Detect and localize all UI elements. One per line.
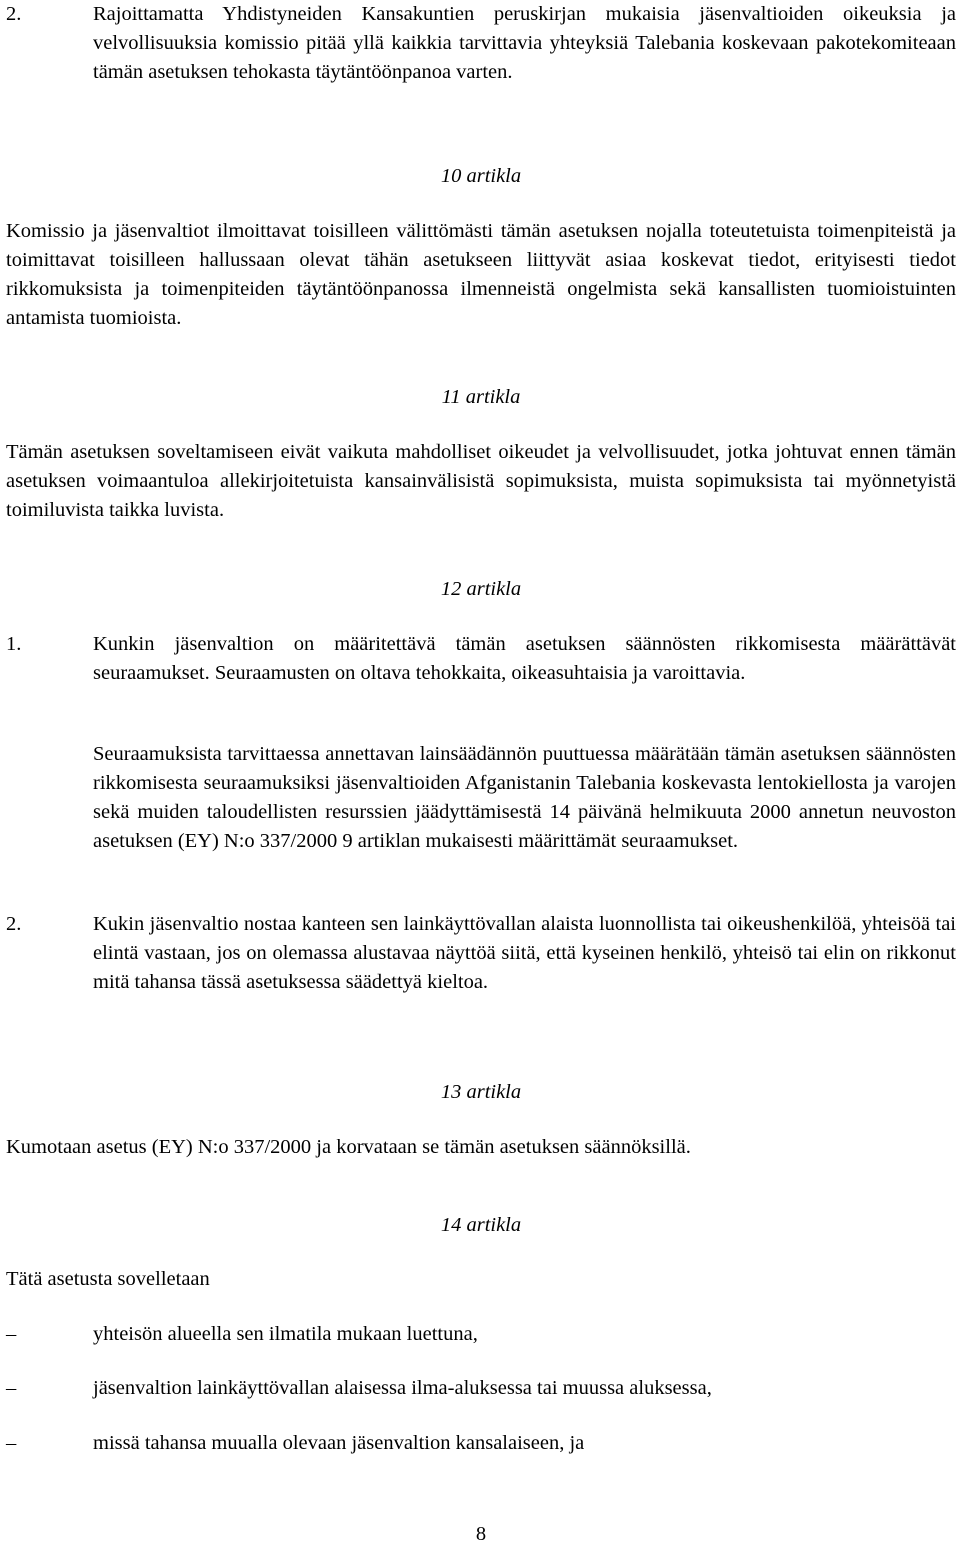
article-11-heading: 11 artikla bbox=[441, 386, 521, 408]
article-12-item-1 bbox=[6, 630, 956, 688]
item-number: 2. bbox=[6, 3, 22, 25]
article-11-text: Tämän asetuksen soveltamiseen eivät vaikuta mahdolliset oikeudet ja velvollisuudet, jotka johtuvat ennen tämän asetuksen voimaantuloa allekirjoitetuista kansainvälisistä sopimuksista, muista sopimuksista tai myönnetyistä toimiluvista taikka luvista. bbox=[6, 441, 956, 521]
dash-marker: – bbox=[6, 1377, 17, 1399]
article-14-intro: Tätä asetusta sovelletaan bbox=[6, 1268, 210, 1290]
list-item-text: jäsenvaltion lainkäyttövallan alaisessa ilma-aluksessa tai muussa aluksessa, bbox=[93, 1377, 712, 1399]
page-number: 8 bbox=[475, 1523, 487, 1545]
list-item bbox=[6, 1374, 956, 1403]
article-14-heading: 14 artikla bbox=[440, 1214, 522, 1236]
item-number: 1. bbox=[6, 633, 22, 655]
article-12-item-2 bbox=[6, 910, 956, 997]
article-12-heading: 12 artikla bbox=[440, 578, 522, 600]
article-12-item-1-paragraph-2: Seuraamuksista tarvittaessa annettavan lainsäädännön puuttuessa määrätään tämän asetuksen säännösten rikkomisesta seuraamuksiksi jäsenvaltioiden Afganistanin Talebania koskevasta lentokiellosta ja varojen sekä muiden taloudellisten resurssien jäädyttämisestä 14 päivänä helmikuuta 2000 annetun neuvoston asetuksen (EY) N:o 337/2000 9 artiklan mukaisesti määrittämät seuraamukset. bbox=[93, 743, 956, 852]
list-item-text: missä tahansa muualla olevaan jäsenvaltion kansalaiseen, ja bbox=[93, 1432, 585, 1454]
paragraph-2-top bbox=[6, 0, 956, 87]
article-10-text: Komissio ja jäsenvaltiot ilmoittavat toisilleen välittömästi tämän asetuksen nojalla toteutetuista toimenpiteistä ja toimittavat toisilleen hallussaan olevat tähän asetukseen liittyvät asiaa koskevat tiedot, erityisesti tiedot rikkomuksista ja toimenpiteiden täytäntöönpanossa ilmenneistä ongelmista sekä kansallisten tuomioistuinten antamista tuomioista. bbox=[6, 220, 956, 329]
dash-marker: – bbox=[6, 1432, 17, 1454]
list-item bbox=[6, 1429, 956, 1458]
dash-marker: – bbox=[6, 1323, 17, 1345]
item-text: Rajoittamatta Yhdistyneiden Kansakuntien peruskirjan mukaisia jäsenvaltioiden oikeuksia ja velvollisuuksia komissio pitää yllä kaikkia tarvittavia yhteyksiä Talebania koskevaan pakotekomiteaan tämän asetuksen tehokasta täytäntöönpanoa varten. bbox=[93, 3, 956, 83]
article-13-text: Kumotaan asetus (EY) N:o 337/2000 ja korvataan se tämän asetuksen säännöksillä. bbox=[6, 1136, 691, 1158]
article-10-heading: 10 artikla bbox=[440, 165, 522, 187]
item-text: Kunkin jäsenvaltion on määritettävä tämän asetuksen säännösten rikkomisesta määrättävät seuraamukset. Seuraamusten on oltava tehokkaita, oikeasuhtaisia ja varoittavia. bbox=[93, 633, 956, 684]
list-item-text: yhteisön alueella sen ilmatila mukaan luettuna, bbox=[93, 1323, 478, 1345]
item-text: Kukin jäsenvaltio nostaa kanteen sen lainkäyttövallan alaista luonnollista tai oikeushenkilöä, yhteisöä tai elintä vastaan, jos on olemassa alustavaa näyttöä siitä, että kyseinen henkilö, yhteisö tai elin on rikkonut mitä tahansa tässä asetuksessa säädettyä kieltoa. bbox=[93, 913, 956, 993]
article-13-heading: 13 artikla bbox=[440, 1081, 522, 1103]
list-item bbox=[6, 1320, 956, 1349]
item-number: 2. bbox=[6, 913, 22, 935]
